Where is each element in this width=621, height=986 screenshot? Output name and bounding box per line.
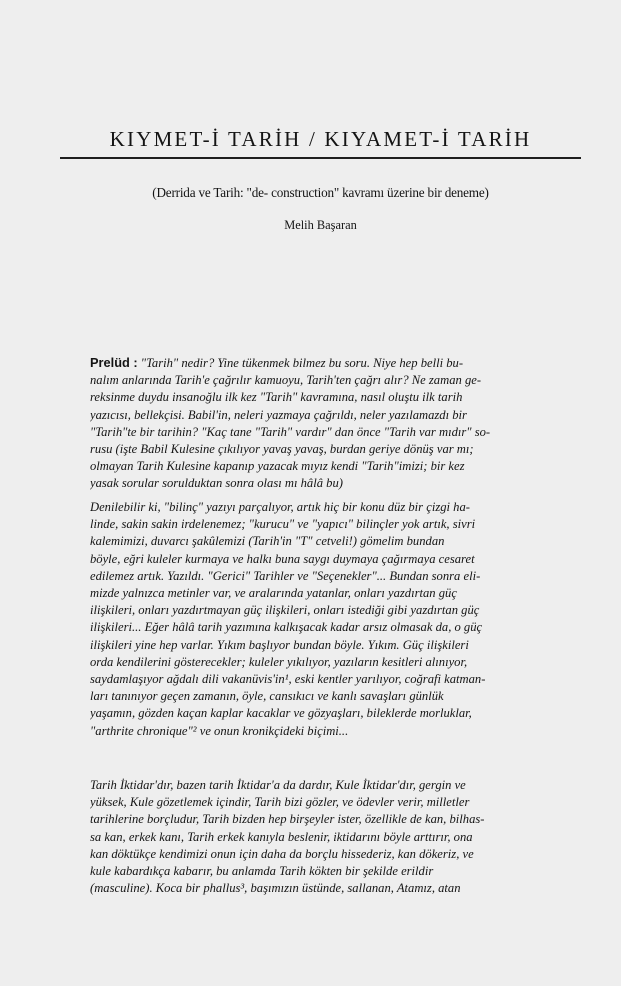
prelude-line: olmayan Tarih Kulesine kapanıp yazacak mıyız kendi "Tarih"imizi; bir kez: [90, 459, 465, 474]
prelude-line: "Tarih"te bir tarihin? "Kaç tane "Tarih" vardır" dan önce "Tarih var mıdır" so-: [90, 424, 491, 439]
paragraph-line: Tarih İktidar'dır, bazen tarih İktidar'a da dardır, Kule İktidar'dır, gergin ve: [90, 778, 466, 792]
paragraph-line: kalemimizi, duvarcı şakûlemizi (Tarih'in "T" cetveli!) gömelim bundan: [90, 534, 445, 549]
paragraph-line: kule kabardıkça kabarır, bu anlamda Tarih kökten bir şekilde erildir: [90, 864, 434, 879]
prelude-line: nalım anlarında Tarih'e çağrılır kamuoyu, Tarih'ten çağrı alır? Ne zaman ge-: [90, 373, 482, 388]
paragraph-line: (masculine). Koca bir phallus³, başımızın üstünde, sallanan, Atamız, atan: [90, 881, 461, 896]
article-subtitle: (Derrida ve Tarih: "de- construction" kavramı üzerine bir deneme): [152, 185, 489, 200]
prelude-paragraph: [90, 354, 558, 493]
paragraph-line: linde, sakin sakin irdelenemez; "kurucu" ve "yapıcı" bilinçler yok artık, sivri: [90, 517, 476, 532]
paragraph-line: kan döktükçe kendimizi onun için daha da borçlu hissederiz, kan dökeriz, ve: [90, 846, 474, 861]
prelude-line: yasak sorular sorulduktan sonra olası mı hâlâ bu): [90, 476, 343, 491]
paragraph-line: mizde yalnızca metinler var, ve aralarında yatanlar, onları yazdırtan güç: [90, 586, 457, 601]
running-title: KIYMET-İ TARİH / KIYAMET-İ TARİH: [109, 127, 532, 151]
paragraph-line: ları tanınıyor geçen zamanın, öyle, cansıkıcı ve kanlı savaşları günlük: [90, 689, 444, 704]
paragraph-line: yüksek, Kule gözetlemek içindir, Tarih bizi gözler, ve ödevler verir, milletler: [90, 795, 470, 810]
paragraph-line: edilemez artık. Yazıldı. "Gerici" Tarihler ve "Seçenekler"... Bundan sonra eli-: [90, 568, 481, 583]
body-paragraph-3: [90, 777, 558, 897]
paragraph-line: saydamlaşıyor ağdalı dili vakanüvis'in¹, eski kentler yarılıyor, coğrafi katman-: [90, 672, 486, 687]
paragraph-line: böyle, eğri kuleler kurmaya ve halkı buna saygı duymaya çağırmaya cesaret: [90, 551, 475, 566]
paragraph-line: Denilebilir ki, "bilinç" yazıyı parçalıyor, artık hiç bir konu düz bir çizgi ha-: [90, 500, 470, 514]
body-paragraph-2: [90, 499, 558, 740]
paragraph-line: yaşamın, gözden kaçan kaplar kacaklar ve gözyaşları, bileklerde morluklar,: [90, 706, 472, 721]
prelude-line: rusu (işte Babil Kulesine çıkılıyor yavaş yavaş, burdan geriye dönüş var mı;: [90, 442, 474, 457]
paragraph-line: tarihlerine borçludur, Tarih bizden hep birşeyler ister, özellikle de kan, bilhas-: [90, 812, 485, 827]
header-rule: [60, 157, 581, 159]
prelude-line: reksinme duydu insanoğlu ilk kez "Tarih" kavramına, nasıl oluştu ilk tarih: [90, 390, 463, 405]
paragraph-line: ilişkileri... Eğer hâlâ tarih yazımına kalkışacak kadar arsız olmasak da, o güç: [90, 620, 483, 635]
prelude-label: Prelüd :: [90, 355, 138, 370]
paragraph-line: "arthrite chronique"² ve onun kronikçideki biçimi...: [90, 723, 349, 738]
prelude-line-1-text: "Tarih" nedir? Yine tükenmek bilmez bu soru. Niye hep belli bu-: [140, 356, 464, 370]
prelude-line: yazıcısı, bellekçisi. Babil'in, neleri yazmaya çağrıldı, neler yazılamazdı bir: [90, 407, 467, 422]
paragraph-line: ilişkileri yine hep varlar. Yıkım başlıyor bundan böyle. Yıkım. Güç ilişkileri: [90, 637, 469, 652]
author-name: Melih Başaran: [284, 218, 357, 232]
prelude-line-1: [90, 354, 558, 372]
paragraph-line: ilişkileri, onları yazdırtmayan güç ilişkileri, onları istediği gibi yazdırtan güç: [90, 603, 480, 618]
paragraph-line: sa kan, erkek kanı, Tarih erkek kanıyla beslenir, iktidarını böyle arttırır, ona: [90, 829, 473, 844]
paragraph-line: orda kendilerini gösterecekler; kuleler yıkılıyor, yazıların kesitleri alınıyor,: [90, 654, 468, 669]
